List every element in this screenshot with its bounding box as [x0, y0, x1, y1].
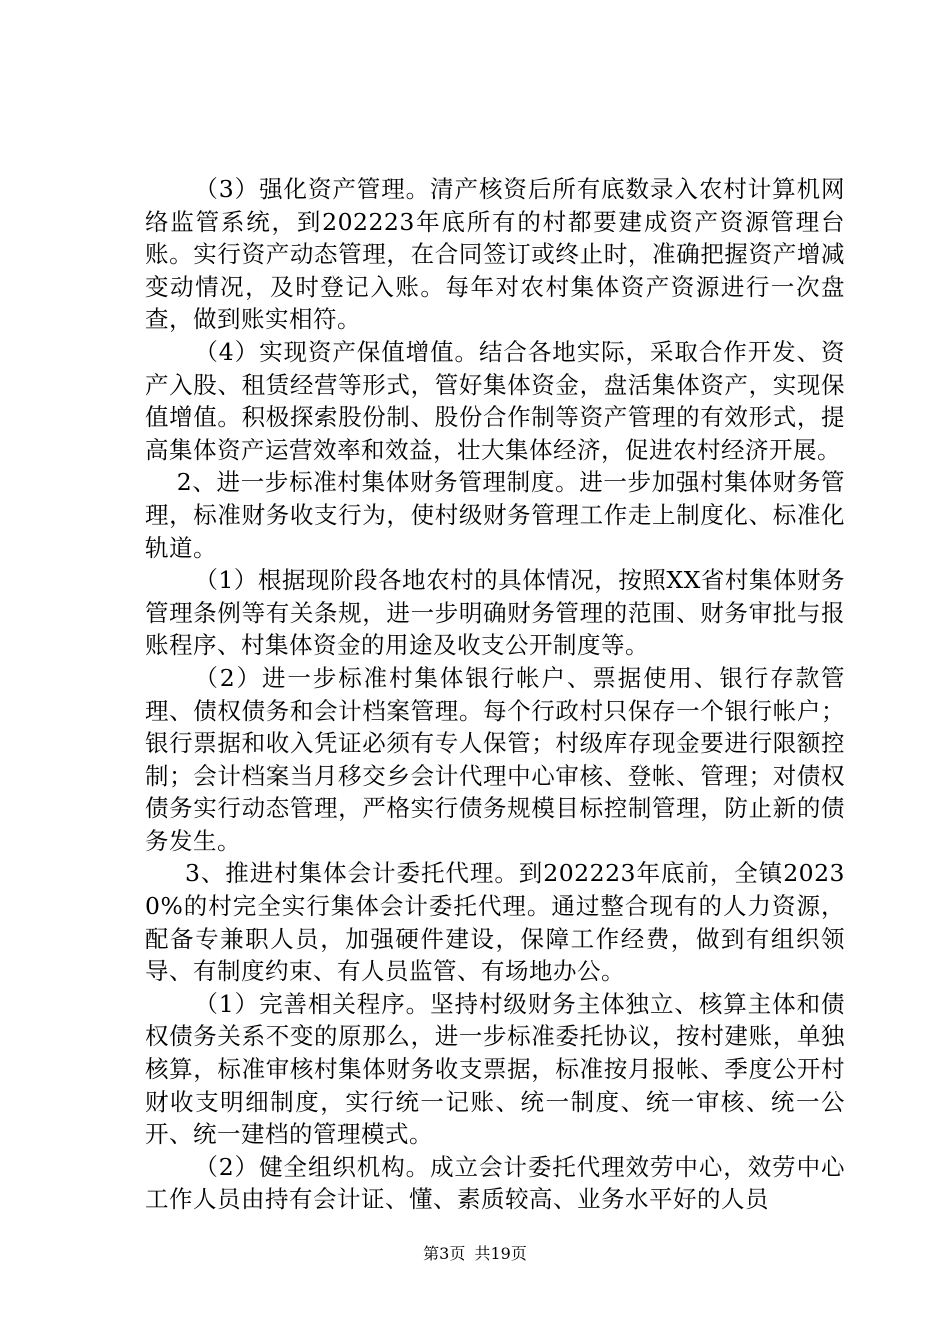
paragraph-finance-system: 2、进一步标准村集体财务管理制度。进一步加强村集体财务管理，标准财务收支行为，使村级财务管理工作走上制度化、标准化轨道。 [145, 468, 845, 562]
paragraph-bank-accounts: （2）进一步标准村集体银行帐户、票据使用、银行存款管理、债权债务和会计档案管理。每个行政村只保存一个银行帐户；银行票据和收入凭证必须有专人保管；村级库存现金要进行限额控制；会计档案当月移交乡会计代理中心审核、登帐、管理；对债权债务实行动态管理，严格实行债务规模目标控制管理，防止新的债务发生。 [145, 663, 845, 855]
paragraph-organization: （2）健全组织机构。成立会计委托代理效劳中心，效劳中心工作人员由持有会计证、懂、素质较高、业务水平好的人员 [145, 1152, 845, 1214]
page-number: 第3页 [423, 1244, 466, 1263]
paragraph-asset-management: （3）强化资产管理。清产核资后所有底数录入农村计算机网络监管系统，到202223年底所有的村都要建成资产资源管理台账。实行资产动态管理，在合同签订或终止时，准确把握资产增减变动情况，及时登记入账。每年对农村集体资产资源进行一次盘查，做到账实相符。 [145, 175, 845, 334]
page-total: 共19页 [474, 1244, 527, 1263]
paragraph-procedures: （1）完善相关程序。坚持村级财务主体独立、核算主体和债权债务关系不变的原那么，进一步标准委托协议，按村建账，单独核算，标准审核村集体财务收支票据，标准按月报帐、季度公开村财收支明细制度，实行统一记账、统一制度、统一审核、统一公开、统一建档的管理模式。 [145, 989, 845, 1149]
paragraph-finance-regulations: （1）根据现阶段各地农村的具体情况，按照XX省村集体财务管理条例等有关条规，进一步明确财务管理的范围、财务审批与报账程序、村集体资金的用途及收支公开制度等。 [145, 566, 845, 660]
document-body [145, 173, 845, 1216]
paragraph-accounting-agency: 3、推进村集体会计委托代理。到202223年底前，全镇20230%的村完全实行集体会计委托代理。通过整合现有的人力资源，配备专兼职人员，加强硬件建设，保障工作经费，做到有组织领导、有制度约束、有人员监管、有场地办公。 [145, 859, 845, 986]
page-footer [0, 1244, 950, 1264]
paragraph-asset-value: （4）实现资产保值增值。结合各地实际，采取合作开发、资产入股、租赁经营等形式，管好集体资金，盘活集体资产，实现保值增值。积极探索股份制、股份合作制等资产管理的有效形式，提高集体资产运营效率和效益，壮大集体经济，促进农村经济开展。 [145, 337, 845, 464]
